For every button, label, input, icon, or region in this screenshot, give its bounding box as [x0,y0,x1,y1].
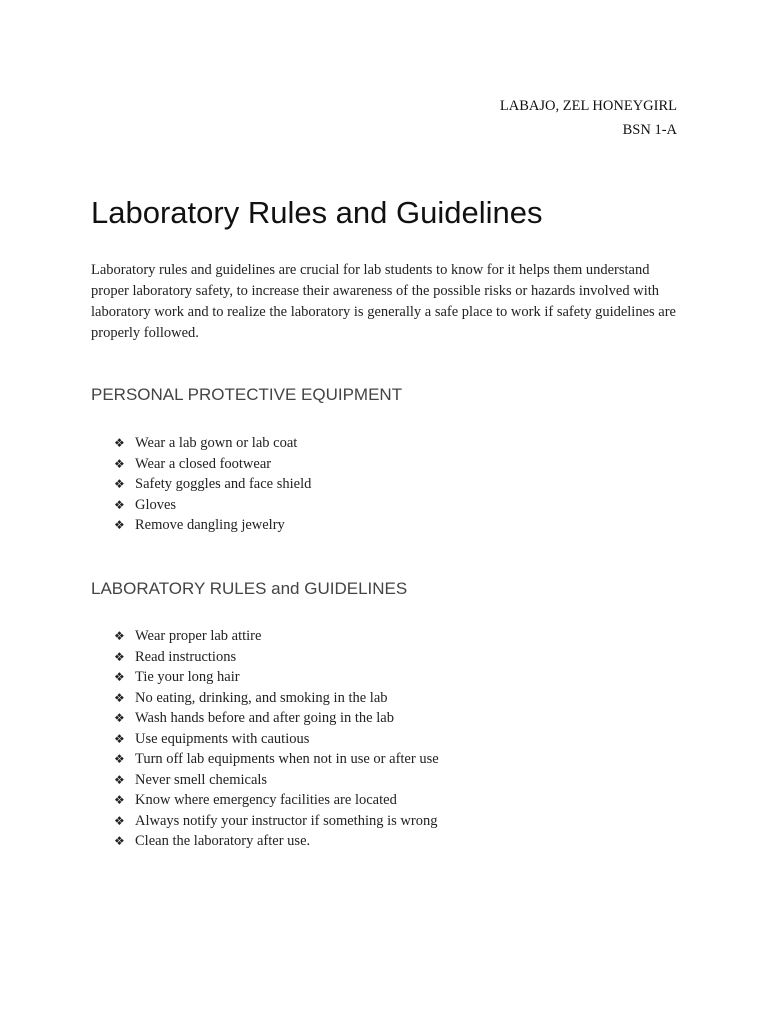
list-item [114,667,439,688]
author-name: LABAJO, ZEL HONEYGIRL [499,98,677,114]
intro-paragraph: Laboratory rules and guidelines are crucial for lab students to know for it helps them understand proper laboratory safety, to increase their awareness of the possible risks or hazards involved with laboratory work and to realize the laboratory is generally a safe place to work if safety guidelines are properly followed. [91,262,676,341]
author-section: BSN 1-A [622,122,677,138]
list-item-text: Wash hands before and after going in the lab [135,710,394,726]
list-item [114,688,439,709]
list-item-text: Wear a closed footwear [135,455,272,472]
list-item [114,729,439,750]
list-item-text: Know where emergency facilities are located [135,792,397,808]
list-item [114,749,439,770]
diamond-bullet-icon: ❖ [114,690,125,705]
list-item [114,626,439,647]
list-item-text: Gloves [135,496,177,513]
list-item-text: Always notify your instructor if something is wrong [135,812,438,829]
list-item-text: Tie your long hair [135,669,240,685]
list-item [114,770,439,791]
diamond-bullet-icon: ❖ [114,752,125,766]
list-item-text: Use equipments with cautious [135,730,310,747]
diamond-bullet-icon: ❖ [114,436,125,450]
ppe-list [114,433,311,536]
author-block [500,94,677,142]
list-item [114,708,439,729]
section-heading-ppe: PERSONAL PROTECTIVE EQUIPMENT [91,385,403,404]
list-item-text: Wear proper lab attire [135,628,262,644]
list-item [114,647,439,668]
list-item-text: Clean the laboratory after use. [135,833,311,849]
diamond-bullet-icon: ❖ [114,793,125,807]
list-item [114,495,311,516]
list-item [114,515,311,536]
list-item-text: No eating, drinking, and smoking in the lab [135,689,388,706]
diamond-bullet-icon: ❖ [114,711,125,725]
list-item [114,790,439,811]
document-title: Laboratory Rules and Guidelines [91,195,543,230]
section-heading-lab-rules: LABORATORY RULES and GUIDELINES [91,579,408,598]
list-item-text: Read instructions [135,648,237,665]
list-item-text: Safety goggles and face shield [135,476,312,492]
list-item-text: Wear a lab gown or lab coat [135,435,298,451]
list-item [114,474,311,495]
list-item-text: Turn off lab equipments when not in use or after use [135,751,439,767]
list-item-text: Remove dangling jewelry [135,517,285,533]
diamond-bullet-icon: ❖ [114,456,125,471]
diamond-bullet-icon: ❖ [114,477,125,491]
list-item [114,811,439,832]
lab-rules-list [114,626,439,852]
diamond-bullet-icon: ❖ [114,518,125,532]
diamond-bullet-icon: ❖ [114,772,125,787]
diamond-bullet-icon: ❖ [114,649,125,664]
diamond-bullet-icon: ❖ [114,497,125,512]
diamond-bullet-icon: ❖ [114,731,125,746]
diamond-bullet-icon: ❖ [114,629,125,643]
list-item-text: Never smell chemicals [135,771,268,788]
list-item [114,433,311,454]
diamond-bullet-icon: ❖ [114,813,125,828]
diamond-bullet-icon: ❖ [114,670,125,684]
diamond-bullet-icon: ❖ [114,834,125,848]
list-item [114,831,439,852]
list-item [114,454,311,475]
